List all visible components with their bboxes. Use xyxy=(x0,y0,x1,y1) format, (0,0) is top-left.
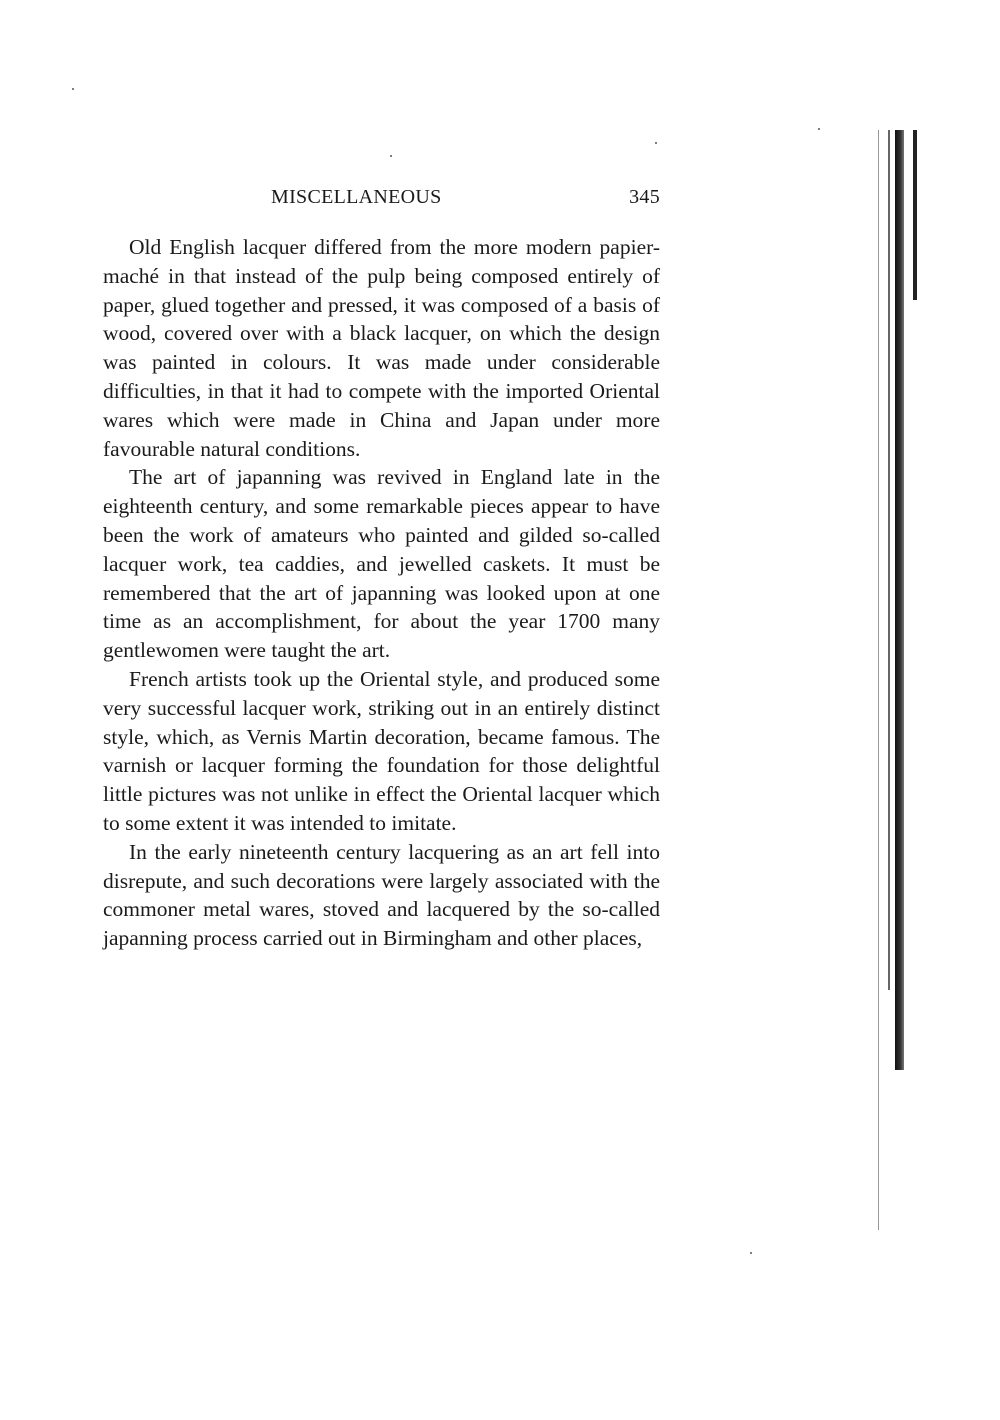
body-text xyxy=(103,233,660,953)
scan-speck xyxy=(655,142,657,144)
chapter-title: MISCELLANEOUS xyxy=(271,186,442,208)
scan-edge-shadow xyxy=(895,130,904,1070)
paragraph: In the early nineteenth century lacquering as an art fell into disrepute, and such decorations were largely associated with the commoner metal wares, stoved and lacquered by the so-called japanning process carried out in Birmingham and other places, xyxy=(103,839,660,951)
paragraph: Old English lacquer differed from the more modern papier-maché in that instead of the pulp being composed entirely of paper, glued together and pressed, it was composed of a basis of wood, covered over with a black lacquer, on which the design was painted in colours. It was made under considerable difficulties, in that it had to compete with the imported Oriental wares which were made in China and Japan under more favourable natural conditions. xyxy=(103,235,660,461)
paragraph: The art of japanning was revived in England late in the eighteenth century, and some remarkable pieces appear to have been the work of amateurs who painted and gilded so-called lacquer work, tea caddies, and jewelled caskets. It must be remembered that the art of japanning was looked upon at one time as an accomplishment, for about the year 1700 many gentlewomen were taught the art. xyxy=(103,465,660,663)
page-number: 345 xyxy=(629,186,660,208)
scan-edge-line xyxy=(913,130,917,300)
paragraph: French artists took up the Oriental style, and produced some very successful lacquer work, striking out in an entirely distinct style, which, as Vernis Martin decoration, became famous. The varnish or lacquer forming the foundation for those delightful little pictures was not unlike in effect the Oriental lacquer which to some extent it was intended to imitate. xyxy=(103,666,660,835)
scan-speck xyxy=(390,155,392,157)
running-header xyxy=(103,186,660,216)
scan-speck xyxy=(72,88,74,90)
scan-speck xyxy=(750,1252,752,1254)
scan-speck xyxy=(818,128,820,130)
scan-edge-line xyxy=(888,130,890,990)
scan-edge-line xyxy=(878,130,879,1230)
